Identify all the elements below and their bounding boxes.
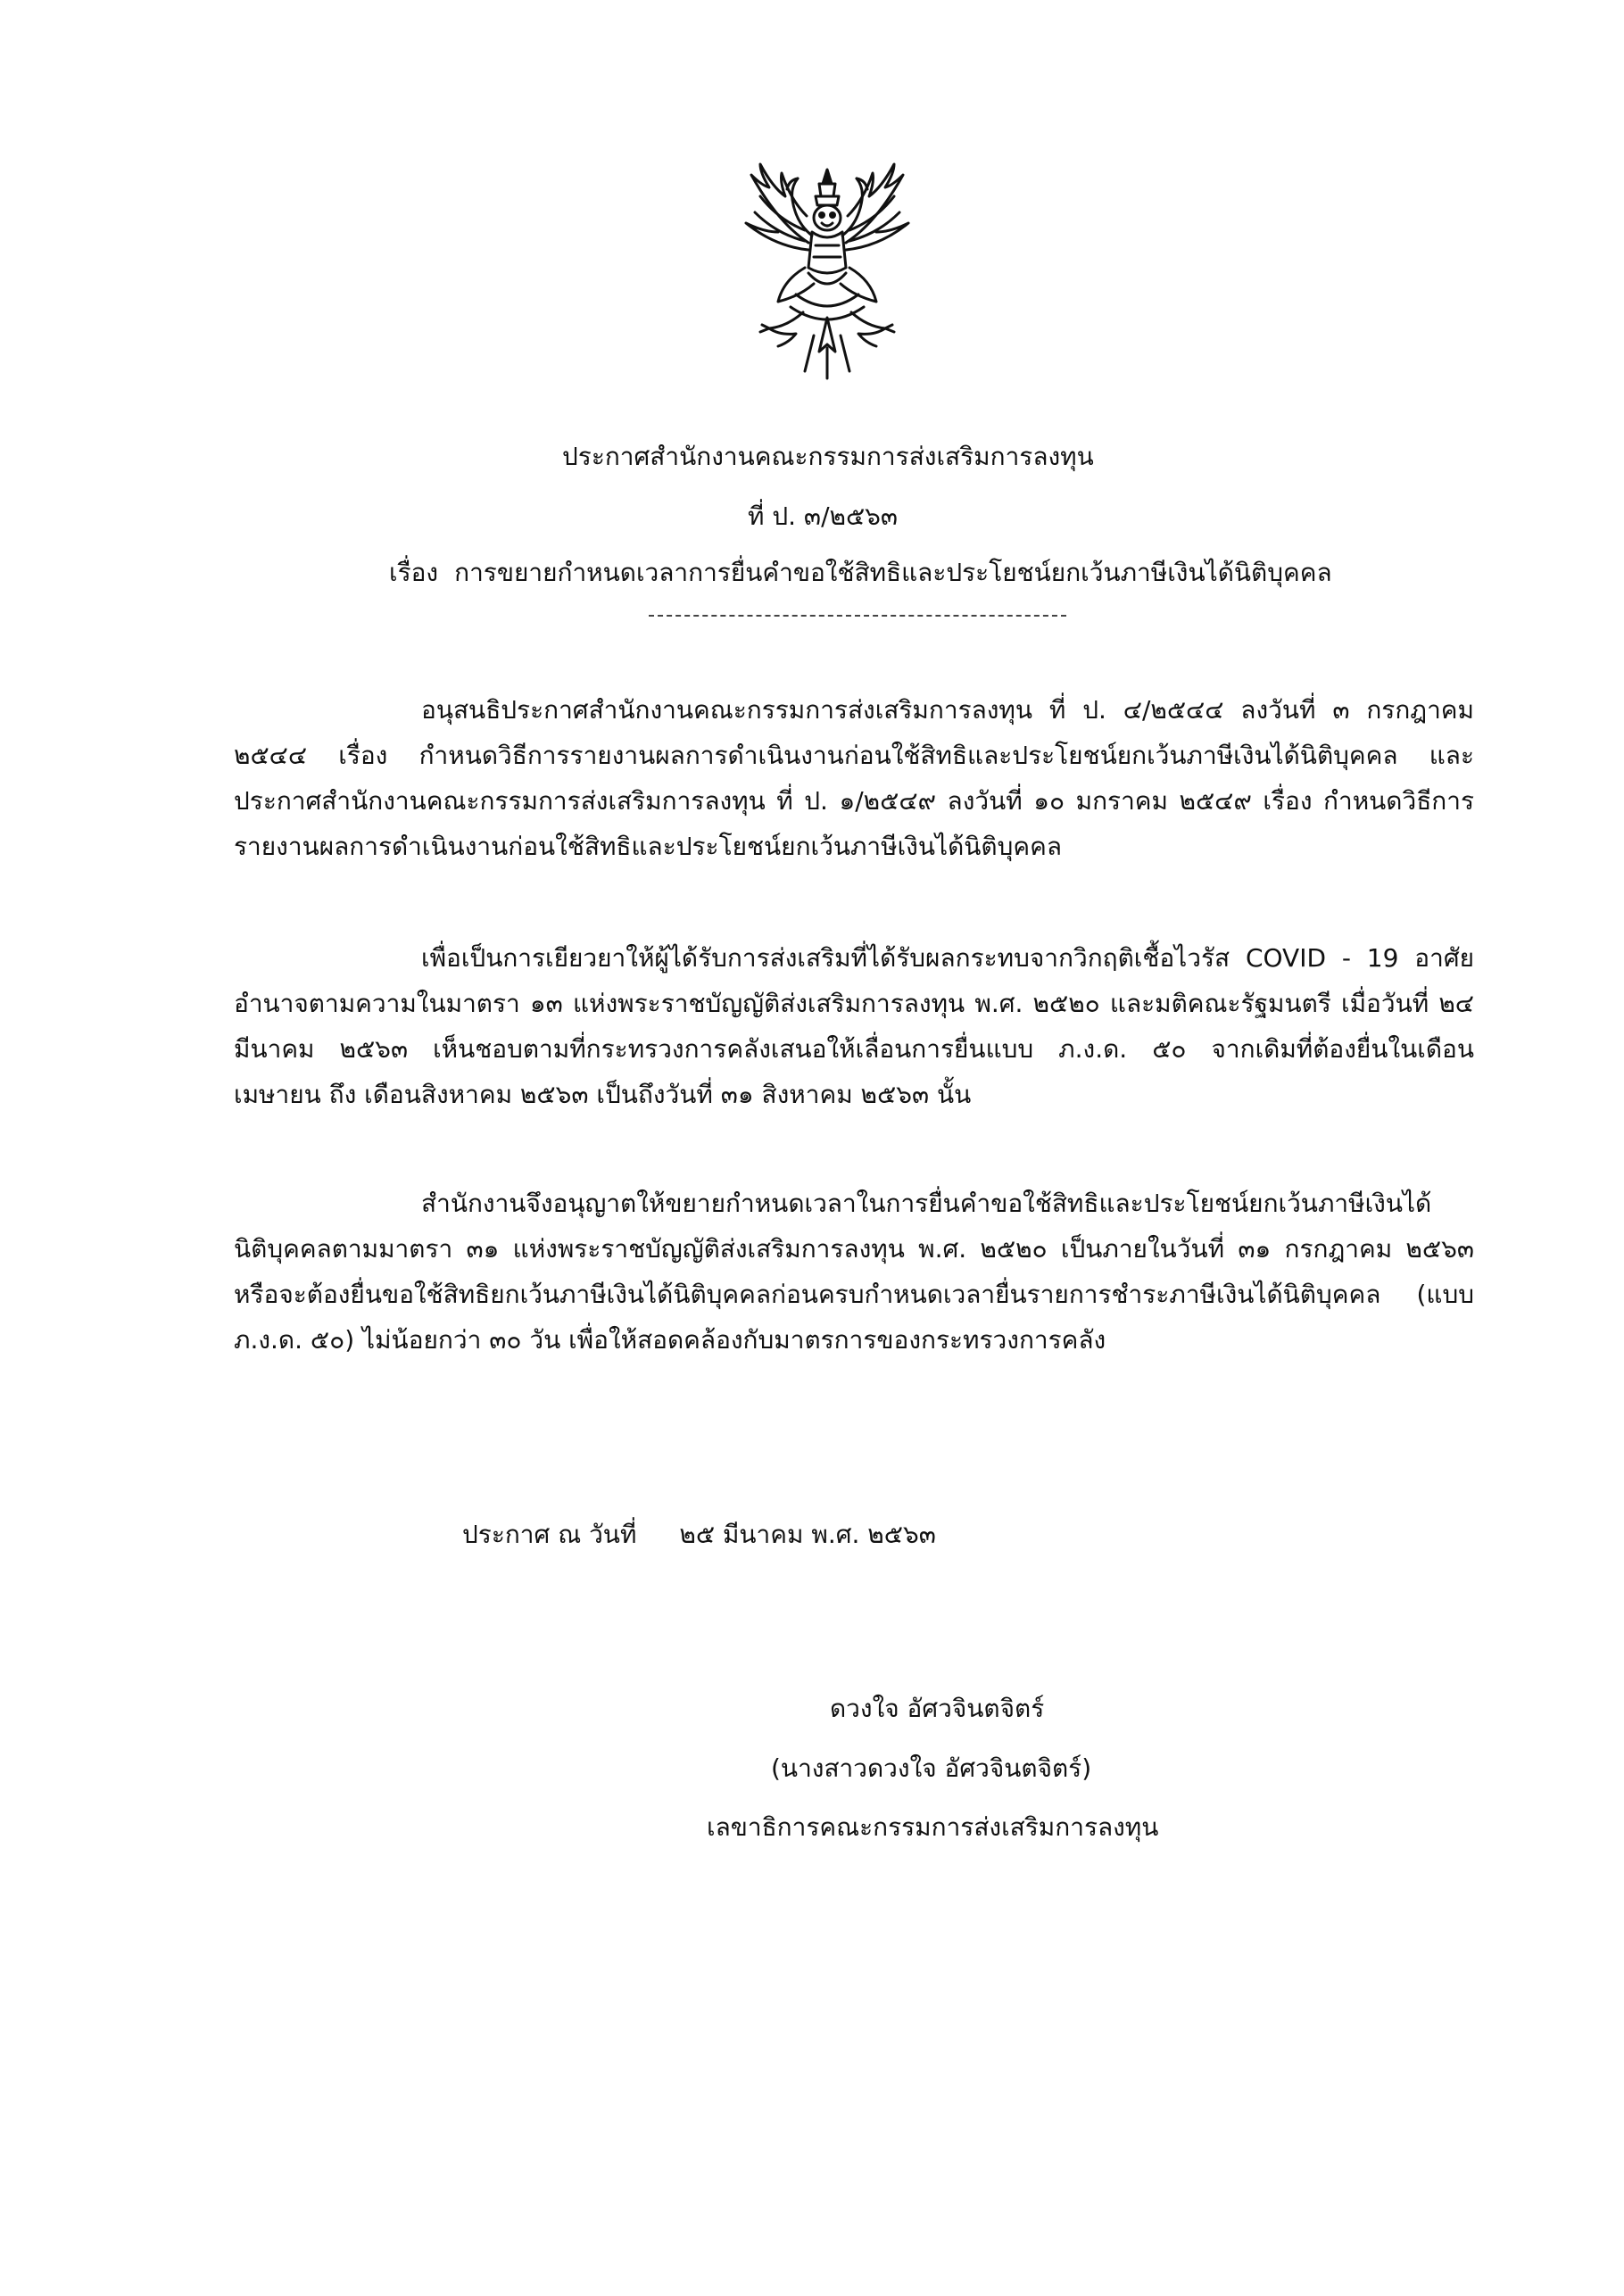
- header-separator: [649, 615, 1066, 617]
- subject-text: การขยายกำหนดเวลาการยื่นคำขอใช้สิทธิและประโยชน์ยกเว้นภาษีเงินได้นิติบุคคล: [454, 558, 1332, 587]
- signatory-full-name: (นางสาวดวงใจ อัศวจินตจิตร์): [771, 1753, 1092, 1783]
- announcement-number: ที่ ป. ๓/๒๕๖๓: [748, 501, 899, 531]
- subject-label: เรื่อง: [389, 558, 439, 587]
- announcement-subject: [389, 555, 1332, 591]
- dateline-label: ประกาศ ณ วันที่: [462, 1520, 637, 1549]
- body-paragraph-3: สำนักงานจึงอนุญาตให้ขยายกำหนดเวลาในการยื่นคำขอใช้สิทธิและประโยชน์ยกเว้นภาษีเงินได้นิติบุคคลตามมาตรา ๓๑ แห่งพระราชบัญญัติส่งเสริมการลงทุน พ.ศ. ๒๕๒๐ เป็นภายในวันที่ ๓๑ กรกฎาคม ๒๕๖๓ หรือจะต้องยื่นขอใช้สิทธิยกเว้นภาษีเงินได้นิติบุคคลก่อนครบกำหนดเวลายื่นรายการชำระภาษีเงินได้นิติบุคคล (แบบ ภ.ง.ด. ๕๐) ไม่น้อยกว่า ๓๐ วัน เพื่อให้สอดคล้องกับมาตรการของกระทรวงการคลัง: [234, 1189, 1474, 1355]
- dateline-date: ๒๕ มีนาคม พ.ศ. ๒๕๖๓: [679, 1520, 936, 1549]
- announcement-title: ประกาศสำนักงานคณะกรรมการส่งเสริมการลงทุน: [562, 442, 1094, 471]
- garuda-emblem-icon: [733, 161, 921, 384]
- announcement-dateline: [462, 1517, 936, 1553]
- body-paragraph-1: อนุสนธิประกาศสำนักงานคณะกรรมการส่งเสริมการลงทุน ที่ ป. ๔/๒๕๔๔ ลงวันที่ ๓ กรกฎาคม ๒๕๔๔ เรื่อง กำหนดวิธีการรายงานผลการดำเนินงานก่อนใช้สิทธิและประโยชน์ยกเว้นภาษีเงินได้นิติบุคคล และประกาศสำนักงานคณะกรรมการส่งเสริมการลงทุน ที่ ป. ๑/๒๕๔๙ ลงวันที่ ๑๐ มกราคม ๒๕๔๙ เรื่อง กำหนดวิธีการรายงานผลการดำเนินงานก่อนใช้สิทธิและประโยชน์ยกเว้นภาษีเงินได้นิติบุคคล: [234, 695, 1474, 861]
- signatory-name: ดวงใจ อัศวจินตจิตร์: [830, 1694, 1045, 1723]
- body-paragraph-2: เพื่อเป็นการเยียวยาให้ผู้ได้รับการส่งเสริมที่ได้รับผลกระทบจากวิกฤติเชื้อไวรัส COVID - 19 อาศัยอำนาจตามความในมาตรา ๑๓ แห่งพระราชบัญญัติส่งเสริมการลงทุน พ.ศ. ๒๕๒๐ และมติคณะรัฐมนตรี เมื่อวันที่ ๒๔ มีนาคม ๒๕๖๓ เห็นชอบตามที่กระทรวงการคลังเสนอให้เลื่อนการยื่นแบบ ภ.ง.ด. ๕๐ จากเดิมที่ต้องยื่นในเดือนเมษายน ถึง เดือนสิงหาคม ๒๕๖๓ เป็นถึงวันที่ ๓๑ สิงหาคม ๒๕๖๓ นั้น: [234, 943, 1474, 1109]
- signatory-position: เลขาธิการคณะกรรมการส่งเสริมการลงทุน: [707, 1812, 1159, 1842]
